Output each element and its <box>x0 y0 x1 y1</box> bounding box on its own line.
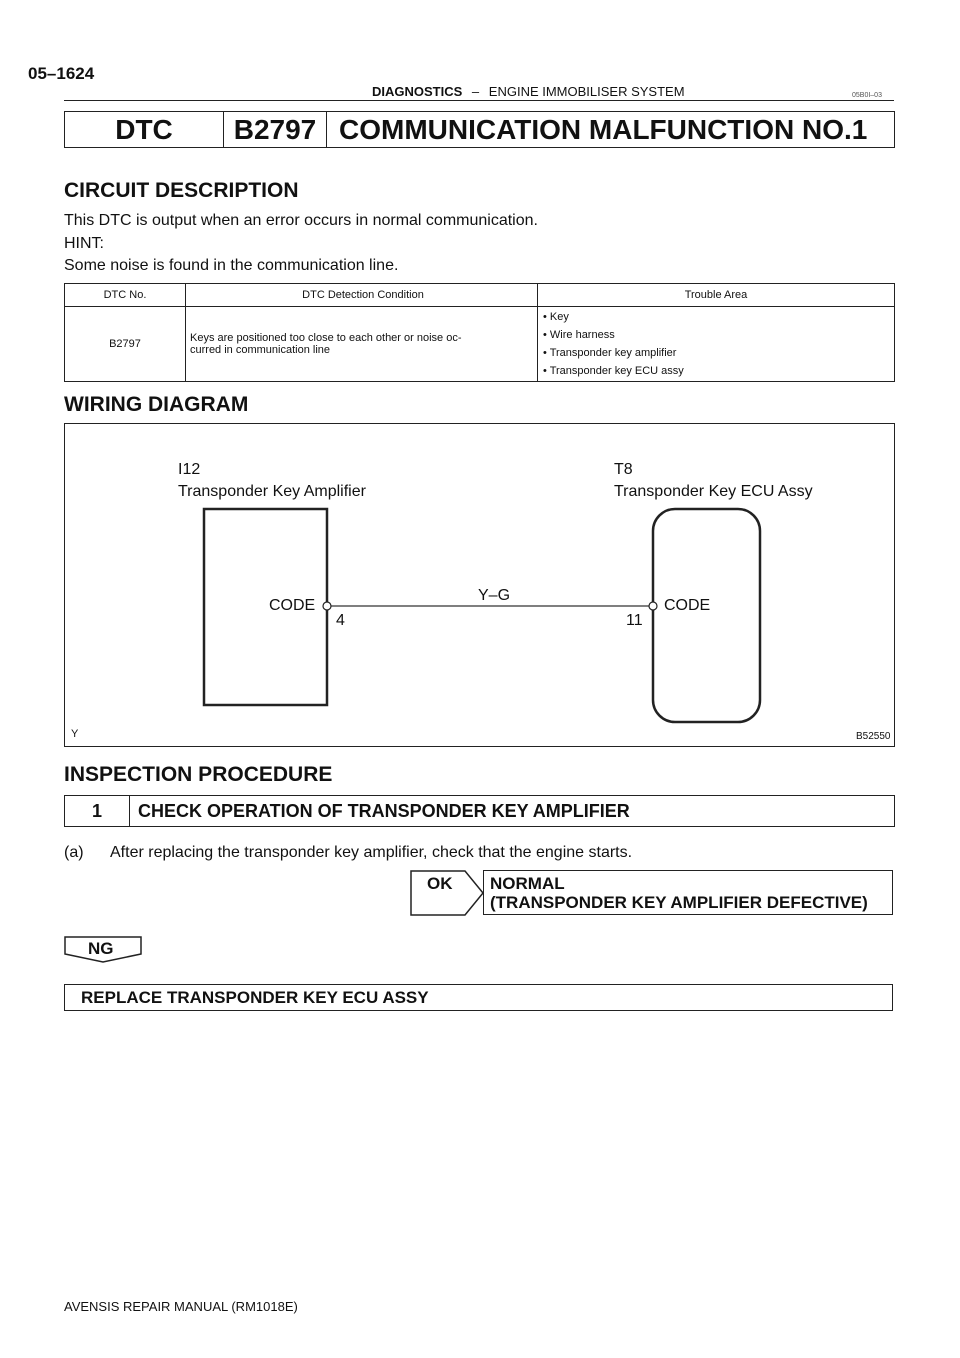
ok-result-line: NORMAL <box>490 874 565 893</box>
header-separator: – <box>471 84 480 99</box>
condition-line: curred in communication line <box>190 344 331 356</box>
amplifier-terminal-name: CODE <box>269 597 316 614</box>
inspection-procedure-heading: INSPECTION PROCEDURE <box>64 763 333 786</box>
instruction-text: After replacing the transponder key amplifier, check that the engine starts. <box>110 844 633 861</box>
wiring-diagram-heading: WIRING DIAGRAM <box>64 393 249 416</box>
ok-result-box <box>483 870 893 915</box>
header-rule <box>64 100 894 101</box>
trouble-area-item: • Transponder key amplifier <box>543 347 677 359</box>
footer-manual: AVENSIS REPAIR MANUAL (RM1018E) <box>64 1299 298 1314</box>
ecu-terminal-circle <box>649 602 657 610</box>
instruction-marker: (a) <box>64 844 84 861</box>
dtc-code: B2797 <box>224 112 327 147</box>
section-header <box>372 84 685 99</box>
doc-code: 05B0I–03 <box>852 92 882 99</box>
step-1-bar <box>64 795 895 827</box>
amplifier-connector-label: I12 <box>178 461 201 478</box>
step-title: CHECK OPERATION OF TRANSPONDER KEY AMPLIFIER <box>138 800 630 821</box>
trouble-area-item: • Wire harness <box>543 329 615 341</box>
circuit-description-heading: CIRCUIT DESCRIPTION <box>64 179 299 202</box>
table-header: Trouble Area <box>538 284 895 307</box>
trouble-area-item: • Key <box>543 311 569 323</box>
amplifier-pin-number: 4 <box>336 612 345 629</box>
amplifier-component-label: Transponder Key Amplifier <box>178 483 366 500</box>
condition-line: Keys are positioned too close to each other or noise oc- <box>190 332 462 344</box>
section-title: ENGINE IMMOBILISER SYSTEM <box>488 84 685 99</box>
step-number: 1 <box>65 796 130 826</box>
ecu-pin-number: 11 <box>626 612 643 629</box>
ecu-terminal-name: CODE <box>664 597 711 614</box>
table-header-row <box>65 284 895 307</box>
table-header: DTC No. <box>65 284 186 307</box>
wiring-diagram-frame <box>64 423 895 747</box>
detection-condition-cell <box>186 307 538 382</box>
dtc-number-cell: B2797 <box>65 307 186 382</box>
dtc-label: DTC <box>65 112 224 147</box>
dtc-title: COMMUNICATION MALFUNCTION NO.1 <box>339 113 868 145</box>
circuit-description-line1: This DTC is output when an error occurs in normal communication. <box>64 212 538 229</box>
ok-label: OK <box>427 874 453 893</box>
ecu-box <box>653 509 760 722</box>
ecu-connector-label: T8 <box>614 461 633 478</box>
hint-text: Some noise is found in the communication line. <box>64 257 399 274</box>
dtc-title-bar <box>64 111 895 148</box>
ecu-component-label: Transponder Key ECU Assy <box>614 483 813 500</box>
corner-mark: Y <box>71 728 79 740</box>
ok-result-line: (TRANSPONDER KEY AMPLIFIER DEFECTIVE) <box>490 893 868 912</box>
table-header: DTC Detection Condition <box>186 284 538 307</box>
dtc-table <box>64 283 895 382</box>
ng-result-box: REPLACE TRANSPONDER KEY ECU ASSY <box>64 984 893 1011</box>
figure-code: B52550 <box>856 731 891 742</box>
ng-label: NG <box>88 939 114 958</box>
section-category: DIAGNOSTICS <box>372 84 463 99</box>
amplifier-terminal-circle <box>323 602 331 610</box>
page-number: 05–1624 <box>28 64 95 83</box>
trouble-area-cell <box>538 307 895 382</box>
trouble-area-item: • Transponder key ECU assy <box>543 365 684 377</box>
hint-label: HINT: <box>64 235 104 252</box>
wire-color-label: Y–G <box>478 587 511 604</box>
table-row <box>65 307 895 382</box>
